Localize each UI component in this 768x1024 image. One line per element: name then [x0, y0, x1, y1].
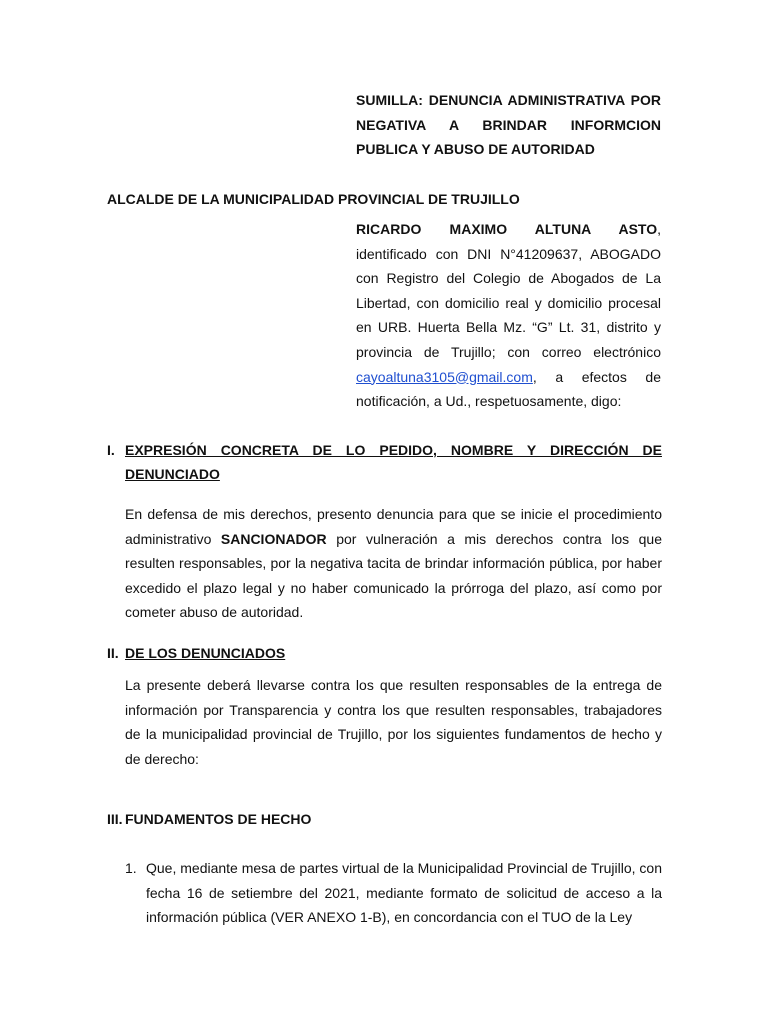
section-2-number: II. — [107, 645, 119, 661]
section-1-number: I. — [107, 442, 115, 458]
sancionador-term: SANCIONADOR — [220, 530, 327, 547]
intro-paragraph — [356, 217, 661, 414]
sumilla-heading: SUMILLA: DENUNCIA ADMINISTRATIVA POR NEGATIVA A BRINDAR INFORMCION PUBLICA Y ABUSO DE AUTORIDAD — [356, 92, 661, 157]
section-1-title: EXPRESIÓN CONCRETA DE LO PEDIDO, NOMBRE Y DIRECCIÓN DE DENUNCIADO — [125, 442, 662, 482]
addressee-line: ALCALDE DE LA MUNICIPALIDAD PROVINCIAL DE TRUJILLO — [107, 191, 520, 207]
section-2-title: DE LOS DENUNCIADOS — [125, 645, 286, 661]
section-1-paragraph — [125, 502, 662, 625]
intro-text: , identificado con DNI N°41209637, ABOGADO con Registro del Colegio de Abogados de La Libertad, con domicilio real y domicilio procesal en URB. Huerta Bella Mz. “G” Lt. 31, distrito y provincia de Trujillo; con correo electrónico — [356, 221, 661, 360]
section-3-number: III. — [107, 811, 123, 827]
section-1-heading — [107, 438, 662, 486]
section-1-text-end: por vulneración a mis derechos contra los que resulten responsables, por la negativa tacita de brindar información pública, por haber excedido el plazo legal y no haber comunicado la prórroga del plazo, así como por cometer abuso de autoridad. — [125, 530, 662, 620]
list-item-number: 1. — [125, 860, 137, 876]
complainant-name: RICARDO MAXIMO ALTUNA ASTO — [356, 221, 658, 237]
list-item — [125, 856, 662, 930]
section-3-title: FUNDAMENTOS DE HECHO — [125, 811, 312, 827]
section-2-paragraph: La presente deberá llevarse contra los que resulten responsables de la entrega de información por Transparencia y contra los que resulten responsables, trabajadores de la municipalidad provincial de Trujillo, por los siguientes fundamentos de hecho y de derecho: — [125, 677, 662, 767]
section-1-text: En defensa de mis derechos, presento denuncia para que se inicie el procedimiento administrativo — [125, 506, 662, 547]
section-3-heading — [107, 807, 662, 831]
section-2-heading — [107, 641, 662, 665]
intro-text-end: , a efectos de notificación, a Ud., respetuosamente, digo: — [356, 368, 661, 410]
email-link[interactable]: cayoaltuna3105@gmail.com — [356, 368, 533, 385]
list-item-text: Que, mediante mesa de partes virtual de la Municipalidad Provincial de Trujillo, con fecha 16 de setiembre del 2021, mediante formato de solicitud de acceso a la información pública (VER ANEXO 1-B), en concordancia con el TUO de la Ley — [146, 860, 662, 925]
